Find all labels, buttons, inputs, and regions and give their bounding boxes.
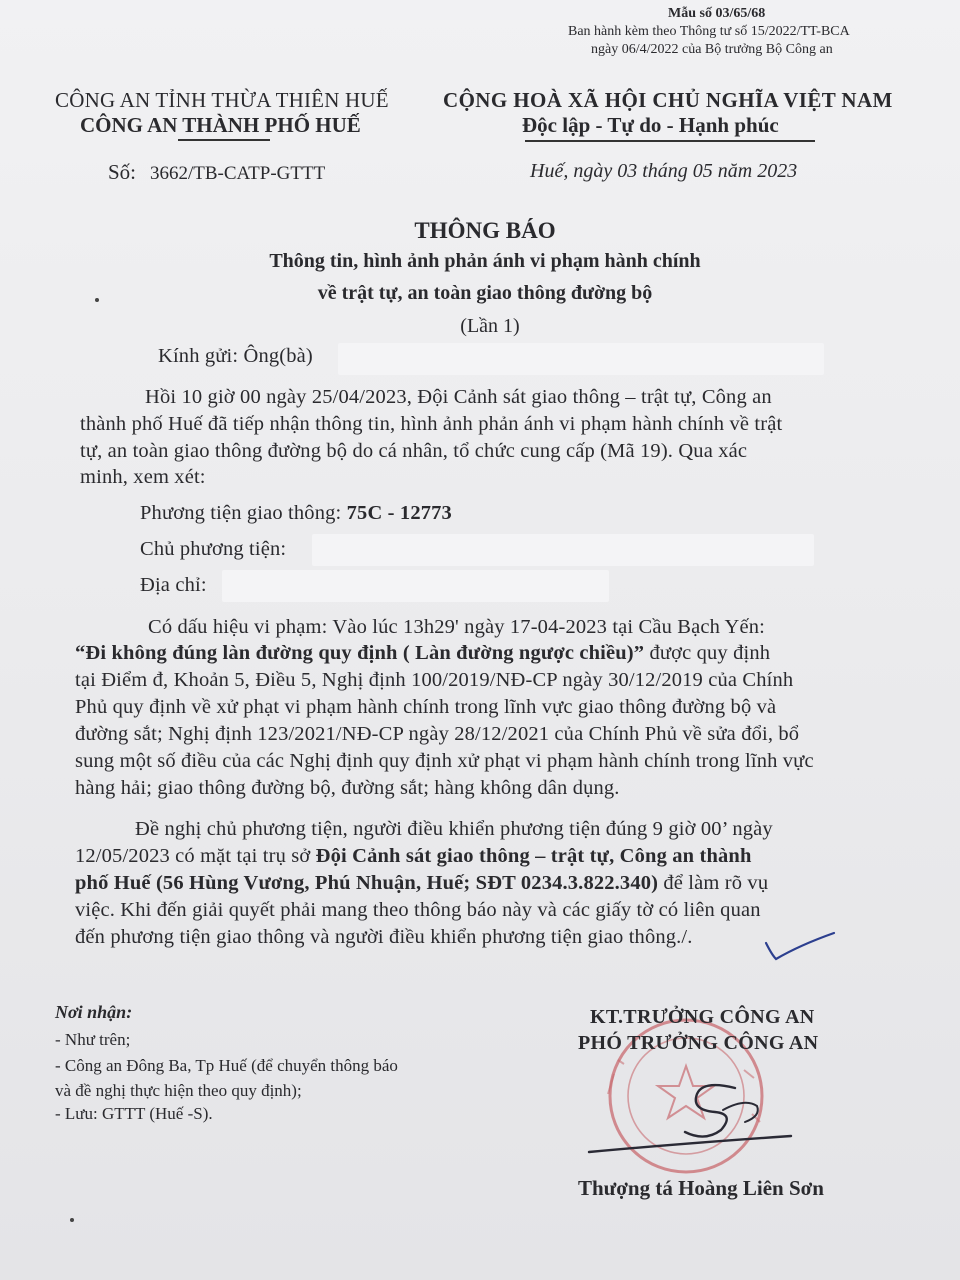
doc-subtitle-2: về trật tự, an toàn giao thông đường bộ [317,282,653,304]
form-issued-line2: ngày 06/4/2022 của Bộ trưởng Bộ Công an [591,42,833,57]
issuer-parent: CÔNG AN TỈNH THỪA THIÊN HUẾ [55,88,389,112]
issuer-unit: CÔNG AN THÀNH PHỐ HUẾ [80,113,361,137]
violation-line: hàng hải; giao thông đường bộ, đường sắt; hàng không dân dụng. [75,777,620,799]
nation-motto: Độc lập - Tự do - Hạnh phúc [522,113,779,137]
request-line [75,872,768,895]
signature-title-1: KT.TRƯỞNG CÔNG AN [590,1006,815,1028]
recipient-item: - Công an Đông Ba, Tp Huế (để chuyển thông báo [55,1056,398,1075]
owner-label: Chủ phương tiện: [140,538,287,560]
pen-check-mark [760,925,840,965]
violation-line [75,642,770,665]
violation-line: sung một số điều của các Nghị định quy định xử phạt vi phạm hành chính trong lĩnh vực [75,750,814,772]
nation-name: CỘNG HOÀ XÃ HỘI CHỦ NGHĨA VIỆT NAM [443,88,893,112]
violation-line: Có dấu hiệu vi phạm: Vào lúc 13h29' ngày 17-04-2023 tại Cầu Bạch Yến: [148,616,765,638]
request-text: để làm rõ vụ [658,872,769,894]
vehicle-plate: 75C - 12773 [346,502,452,524]
signature-title-2: PHÓ TRƯỞNG CÔNG AN [578,1032,819,1054]
violation-line: Phủ quy định về xử phạt vi phạm hành chính trong lĩnh vực giao thông đường bộ và [75,696,777,718]
violation-line: tại Điểm đ, Khoản 5, Điều 5, Nghị định 100/2019/NĐ-CP ngày 30/12/2019 của Chính [75,669,794,691]
vehicle-label: Phương tiện giao thông: [140,502,342,524]
request-office-address: phố Huế (56 Hùng Vương, Phú Nhuận, Huế; SĐT 0234.3.822.340) [75,872,659,894]
ref-number: 3662/TB-CATP-GTTT [150,163,326,184]
request-line [75,845,752,868]
redacted-recipient [338,343,824,375]
recipients-title: Nơi nhận: [55,1002,133,1022]
form-issued-line1: Ban hành kèm theo Thông tư số 15/2022/TT-BCA [568,24,850,39]
intro-line: minh, xem xét: [80,466,206,488]
request-line: Đề nghị chủ phương tiện, người điều khiển phương tiện đúng 9 giờ 00’ ngày [135,818,773,840]
violation-offense: “Đi không đúng làn đường quy định ( Làn đường ngược chiều)” [75,642,645,664]
recipient-item: - Như trên; [55,1030,131,1049]
recipient-item: và đề nghị thực hiện theo quy định); [55,1081,302,1100]
intro-line: tự, an toàn giao thông đường bộ do cá nhân, tổ chức cung cấp (Mã 19). Qua xác [80,440,748,462]
ref-label: Số: [108,160,137,184]
form-code: Mẫu số 03/65/68 [668,6,766,21]
recipient-item: - Lưu: GTTT (Huế -S). [55,1104,213,1123]
doc-round: (Lần 1) [460,315,520,337]
place-date: Huế, ngày 03 tháng 05 năm 2023 [530,160,798,182]
intro-line: Hồi 10 giờ 00 ngày 25/04/2023, Đội Cảnh sát giao thông – trật tự, Công an [145,386,772,408]
handwritten-signature [585,1070,795,1160]
intro-line: thành phố Huế đã tiếp nhận thông tin, hình ảnh phản ánh vi phạm hành chính về trật [80,413,783,435]
request-line: việc. Khi đến giải quyết phải mang theo thông báo này và các giấy tờ có liên quan [75,899,761,921]
signer-name: Thượng tá Hoàng Liên Sơn [578,1176,824,1200]
motto-underline [525,140,815,142]
issuer-underline [178,139,270,141]
speck [95,298,99,302]
redacted-owner [312,534,814,566]
doc-title: THÔNG BÁO [414,218,556,243]
speck [70,1218,74,1222]
request-line: đến phương tiện giao thông và người điều khiển phương tiện giao thông./. [75,926,693,948]
redacted-address [222,570,609,602]
recipient-label: Kính gửi: Ông(bà) [158,345,313,367]
violation-text: được quy định [644,642,771,664]
violation-line: đường sắt; Nghị định 123/2021/NĐ-CP ngày 28/12/2021 của Chính Phủ về sửa đổi, bổ [75,723,800,745]
request-text: 12/05/2023 có mặt tại trụ sở [75,845,316,867]
vehicle-line [140,502,452,525]
request-office: Đội Cảnh sát giao thông – trật tự, Công an thành [315,845,752,867]
doc-subtitle-1: Thông tin, hình ảnh phản ánh vi phạm hành chính [269,250,701,272]
address-label: Địa chỉ: [140,574,207,596]
